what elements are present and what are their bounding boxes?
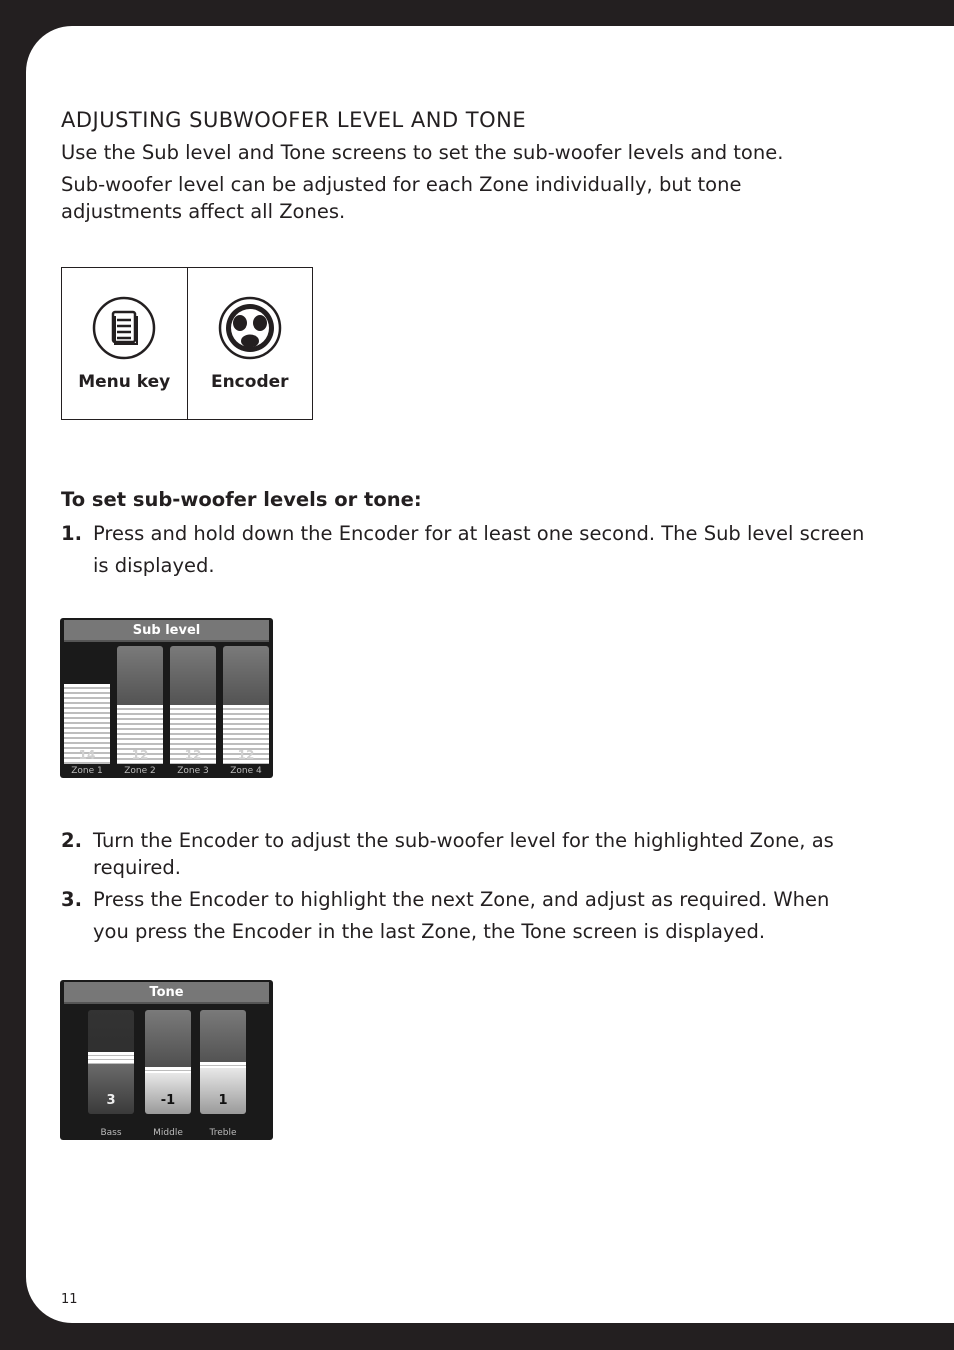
tone-screen [60, 980, 273, 1140]
step-2 [61, 827, 871, 881]
section-heading: ADJUSTING SUBWOOFER LEVEL AND TONE [61, 108, 527, 132]
menu-key-label: Menu key [78, 372, 171, 392]
zone-label: Zone 3 [177, 766, 209, 776]
zone-label: Zone 2 [124, 766, 156, 776]
zone-level-value: 12 [131, 748, 149, 762]
step-text: Press and hold down the Encoder for at least one second. The Sub level screen is displayed. [93, 522, 865, 577]
key-table [61, 267, 313, 420]
procedure-title: To set sub-woofer levels or tone: [61, 488, 422, 511]
step-number: 1. [61, 522, 82, 545]
step-text: Press the Encoder to highlight the next Zone, and adjust as required. When you press the Encoder in the last Zone, the Tone screen is displayed. [93, 888, 830, 943]
tone-band-label: Bass [100, 1128, 122, 1138]
screen-title-bar [64, 620, 269, 642]
step-text: Turn the Encoder to adjust the sub-woofer level for the highlighted Zone, as required. [93, 829, 834, 879]
tone-bar-treble [200, 1010, 246, 1114]
intro-paragraph-1: Use the Sub level and Tone screens to set the sub-woofer levels and tone. [61, 141, 784, 164]
tone-band-label: Middle [153, 1128, 183, 1138]
menu-key-cell [62, 268, 187, 419]
zone-bar-4 [223, 646, 269, 764]
tone-level-marker [88, 1052, 134, 1064]
tone-value: 1 [218, 1093, 228, 1108]
zone-bar-3 [170, 646, 216, 764]
zone-label: Zone 4 [230, 766, 262, 776]
zone-bar-2 [117, 646, 163, 764]
encoder-cell [187, 268, 313, 419]
step-number: 3. [61, 888, 82, 911]
screen-title-bar [64, 982, 269, 1004]
zone-level-value: 14 [78, 748, 96, 762]
step-1 [61, 518, 871, 582]
step-number: 2. [61, 829, 82, 852]
tone-value: 3 [106, 1093, 116, 1108]
intro-paragraph-2: Sub-woofer level can be adjusted for each Zone individually, but tone adjustments affect all Zones. [61, 173, 742, 223]
sub-level-screen [60, 618, 273, 778]
tone-bar-middle [145, 1010, 191, 1114]
page-number: 11 [61, 1292, 78, 1307]
encoder-label: Encoder [210, 372, 289, 392]
tone-band-label: Treble [209, 1128, 237, 1138]
tone-title: Tone [149, 985, 184, 1000]
tone-value: -1 [160, 1093, 176, 1108]
zone-label: Zone 1 [71, 766, 103, 776]
menu-key-icon [92, 296, 156, 360]
zone-bar-1 [64, 646, 110, 764]
encoder-icon [218, 296, 282, 360]
tone-bar-bass [88, 1010, 134, 1114]
zone-level-value: 12 [237, 748, 255, 762]
sub-level-title: Sub level [132, 623, 201, 638]
zone-level-value: 12 [184, 748, 202, 762]
step-3 [61, 884, 871, 948]
